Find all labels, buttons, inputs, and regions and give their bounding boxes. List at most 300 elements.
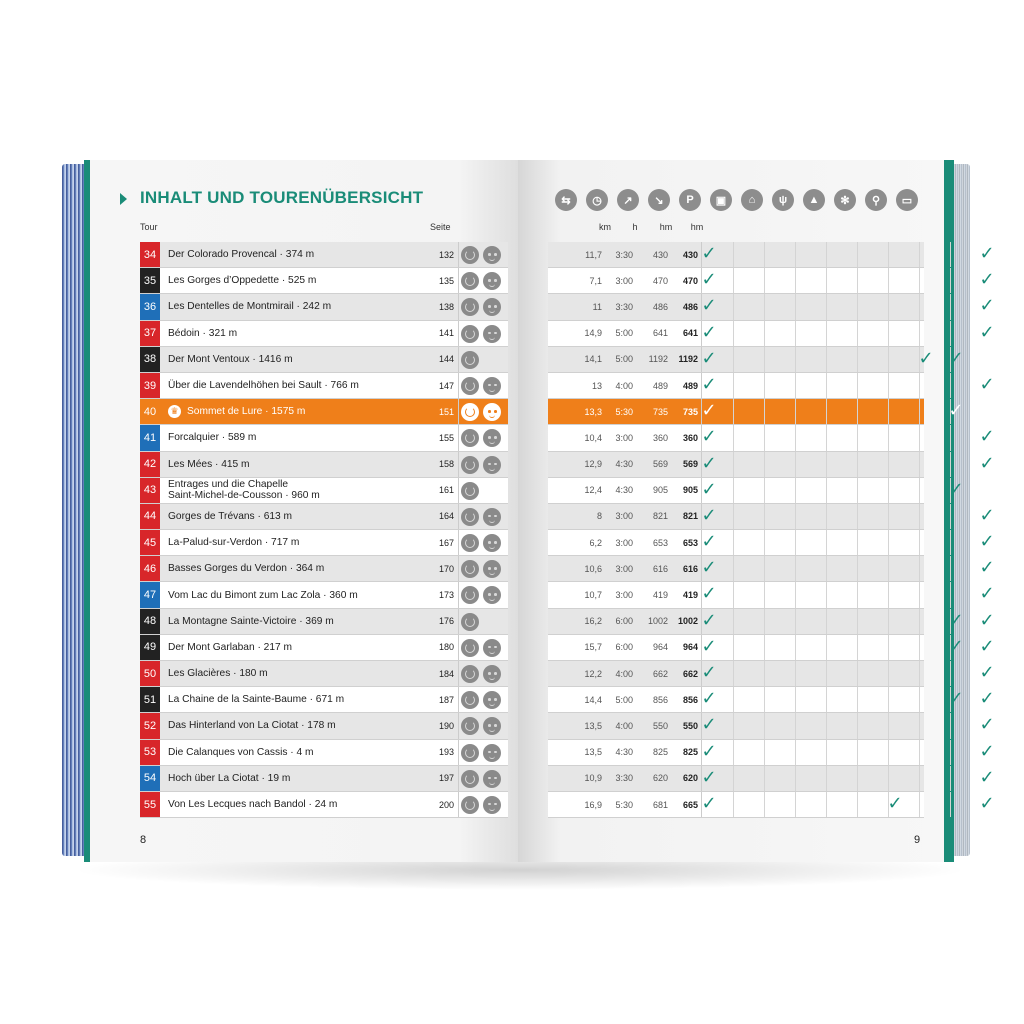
- table-row[interactable]: [548, 766, 995, 792]
- kid-friendly-icon: [483, 298, 501, 316]
- grid-divider: [950, 792, 951, 817]
- tour-page-number[interactable]: 170: [430, 556, 459, 581]
- table-row[interactable]: [548, 399, 964, 425]
- duration-hours: 5:00: [615, 354, 633, 365]
- tour-number-badge: 44: [140, 504, 160, 529]
- grid-divider: [733, 766, 734, 791]
- grid-divider: [733, 321, 734, 346]
- ascent-meters: 489: [652, 380, 668, 391]
- grid-divider: [919, 687, 920, 712]
- kid-friendly-icon: [483, 403, 501, 421]
- grid-divider: [764, 792, 765, 817]
- grid-divider: [733, 294, 734, 319]
- table-row[interactable]: [548, 740, 995, 766]
- table-row[interactable]: [548, 792, 995, 818]
- kid-friendly-icon: [483, 770, 501, 788]
- column-header-hm-up: hm: [659, 222, 673, 232]
- checkmark-icon: ✓: [918, 347, 934, 369]
- tour-page-number[interactable]: 135: [430, 268, 459, 293]
- grid-divider: [733, 713, 734, 738]
- tour-name-text: La Montagne Sainte-Victoire · 369 m: [168, 615, 334, 627]
- tour-name[interactable]: [168, 425, 430, 450]
- tour-name[interactable]: [168, 242, 430, 267]
- distance-km: 7,1: [589, 275, 602, 286]
- duration-hours: 6:00: [615, 642, 633, 653]
- grid-divider: [826, 635, 827, 660]
- table-row[interactable]: [140, 766, 508, 792]
- checkmark-icon: ✓: [701, 635, 717, 657]
- grid-divider: [919, 635, 920, 660]
- table-row[interactable]: [140, 792, 508, 818]
- tour-number-badge: 54: [140, 766, 160, 791]
- grid-divider: [826, 687, 827, 712]
- distance-km: 8: [596, 511, 602, 522]
- tour-name[interactable]: [168, 504, 430, 529]
- loop-route-icon: [461, 246, 479, 264]
- tour-name[interactable]: [168, 452, 430, 477]
- grid-divider: [764, 452, 765, 477]
- tour-name[interactable]: [168, 792, 430, 817]
- kid-friendly-icon: [483, 377, 501, 395]
- kid-friendly-icon: [483, 272, 501, 290]
- grid-divider: [733, 425, 734, 450]
- tour-page-number[interactable]: 173: [430, 582, 459, 607]
- ascent-meters: 653: [652, 537, 668, 548]
- grid-divider: [826, 294, 827, 319]
- loop-route-icon: [461, 560, 479, 578]
- table-row[interactable]: [548, 347, 964, 373]
- grid-divider: [857, 766, 858, 791]
- table-row[interactable]: [548, 635, 995, 661]
- duration-hours: 3:00: [615, 511, 633, 522]
- table-row[interactable]: [140, 399, 508, 425]
- table-row[interactable]: [140, 556, 508, 582]
- checkmark-icon: ✓: [979, 269, 995, 291]
- tour-name-text: Über die Lavendelhöhen bei Sault · 766 m: [168, 380, 359, 392]
- page-number-right: 9: [914, 834, 921, 846]
- grid-divider: [950, 582, 951, 607]
- checkmark-icon: ✓: [701, 766, 717, 788]
- loop-route-icon: [461, 377, 479, 395]
- tour-page-number[interactable]: 176: [430, 609, 459, 634]
- parking-icon: P: [679, 189, 701, 211]
- grid-divider: [826, 478, 827, 503]
- grid-divider: [888, 504, 889, 529]
- uphill-icon: ↗: [617, 189, 639, 211]
- table-row[interactable]: [140, 609, 508, 635]
- tour-number-badge: 41: [140, 425, 160, 450]
- grid-divider: [826, 504, 827, 529]
- grid-divider: [888, 373, 889, 398]
- checkmark-icon: ✓: [701, 557, 717, 579]
- grid-divider: [795, 792, 796, 817]
- tour-name[interactable]: [168, 294, 430, 319]
- table-row[interactable]: [140, 268, 508, 294]
- tour-name-text: Basses Gorges du Verdon · 364 m: [168, 563, 325, 575]
- tour-name[interactable]: [168, 399, 430, 424]
- tour-name[interactable]: [168, 766, 430, 791]
- grid-divider: [733, 609, 734, 634]
- tour-page-number[interactable]: 141: [430, 321, 459, 346]
- grid-divider: [826, 740, 827, 765]
- kid-friendly-icon: [483, 560, 501, 578]
- checkmark-icon: ✓: [948, 347, 964, 369]
- tour-name[interactable]: [168, 373, 430, 398]
- table-row[interactable]: [140, 504, 508, 530]
- tour-name-text: Forcalquier · 589 m: [168, 432, 257, 444]
- tour-name-text: Der Mont Ventoux · 1416 m: [168, 353, 293, 365]
- grid-divider: [733, 582, 734, 607]
- distance-km: 16,9: [584, 799, 602, 810]
- kid-friendly-icon: [483, 246, 501, 264]
- table-row[interactable]: [548, 661, 995, 687]
- descent-meters: 641: [671, 321, 702, 346]
- table-row[interactable]: [140, 242, 508, 268]
- tour-name[interactable]: [168, 740, 430, 765]
- duration-hours: 5:30: [615, 406, 633, 417]
- loop-route-icon: [461, 613, 479, 631]
- table-row[interactable]: [548, 530, 995, 556]
- loop-route-icon: [461, 744, 479, 762]
- tour-page-number[interactable]: 187: [430, 687, 459, 712]
- table-row[interactable]: [140, 347, 508, 373]
- grid-divider: [950, 373, 951, 398]
- descent-meters: 964: [671, 635, 702, 660]
- tour-name-text: Sommet de Lure · 1575 m: [187, 406, 306, 418]
- grid-divider: [950, 294, 951, 319]
- tour-number-badge: 40: [140, 399, 160, 424]
- descent-meters: 489: [671, 373, 702, 398]
- kid-friendly-icon: [483, 586, 501, 604]
- tour-name[interactable]: [168, 530, 430, 555]
- tour-page-number[interactable]: 184: [430, 661, 459, 686]
- ascent-meters: 360: [652, 432, 668, 443]
- grid-divider: [950, 268, 951, 293]
- table-row[interactable]: [140, 478, 508, 504]
- checkmark-icon: ✓: [948, 688, 964, 710]
- distance-km: 12,4: [584, 485, 602, 496]
- duration-hours: 3:00: [615, 563, 633, 574]
- grid-divider: [826, 582, 827, 607]
- grid-divider: [888, 294, 889, 319]
- tour-name-text: Der Mont Garlaban · 217 m: [168, 641, 293, 653]
- tour-name[interactable]: [168, 713, 430, 738]
- tour-number-badge: 43: [140, 478, 160, 503]
- descent-meters: 905: [671, 478, 702, 503]
- grid-divider: [919, 452, 920, 477]
- grid-divider: [857, 530, 858, 555]
- loop-route-icon: [461, 508, 479, 526]
- grid-divider: [950, 661, 951, 686]
- tour-name[interactable]: [168, 556, 430, 581]
- descent-meters: 430: [671, 242, 702, 267]
- grid-divider: [857, 713, 858, 738]
- checkmark-icon: ✓: [887, 792, 903, 814]
- ascent-meters: 856: [652, 694, 668, 705]
- grid-divider: [857, 425, 858, 450]
- checkmark-icon: ✓: [701, 295, 717, 317]
- tour-number-badge: 48: [140, 609, 160, 634]
- ascent-meters: 486: [652, 301, 668, 312]
- grid-divider: [795, 452, 796, 477]
- tour-table-right: [548, 242, 995, 818]
- kid-friendly-icon: [483, 639, 501, 657]
- tour-page-number[interactable]: 155: [430, 425, 459, 450]
- duration-hours: 3:00: [615, 275, 633, 286]
- distance-km: 13: [591, 380, 602, 391]
- bus-icon: ▣: [710, 189, 732, 211]
- checkmark-icon: ✓: [979, 243, 995, 264]
- checkmark-icon: ✓: [979, 635, 995, 657]
- duration-hours: 3:00: [615, 590, 633, 601]
- table-row[interactable]: [140, 635, 508, 661]
- loop-route-icon: [461, 403, 479, 421]
- grid-divider: [733, 661, 734, 686]
- column-header-km: km: [599, 222, 611, 232]
- checkmark-icon: ✓: [701, 347, 717, 369]
- tour-name[interactable]: [168, 609, 430, 634]
- ascent-meters: 662: [652, 668, 668, 679]
- kid-friendly-icon: [483, 534, 501, 552]
- grid-divider: [826, 661, 827, 686]
- tour-page-number[interactable]: 151: [430, 399, 459, 424]
- table-row[interactable]: [548, 452, 995, 478]
- kid-friendly-icon: [483, 508, 501, 526]
- tour-page-number[interactable]: 180: [430, 635, 459, 660]
- ascent-meters: 470: [652, 275, 668, 286]
- grid-divider: [764, 766, 765, 791]
- kid-friendly-icon: [483, 744, 501, 762]
- grid-divider: [795, 530, 796, 555]
- kid-friendly-icon: [483, 665, 501, 683]
- table-row[interactable]: [548, 425, 995, 451]
- grid-divider: [857, 268, 858, 293]
- loop-route-icon: [461, 691, 479, 709]
- table-row[interactable]: [140, 687, 508, 713]
- table-row[interactable]: [140, 530, 508, 556]
- distance-km: 10,7: [584, 590, 602, 601]
- grid-divider: [795, 582, 796, 607]
- grid-divider: [733, 478, 734, 503]
- tour-number-badge: 52: [140, 713, 160, 738]
- grid-divider: [857, 294, 858, 319]
- grid-divider: [764, 321, 765, 346]
- grid-divider: [919, 321, 920, 346]
- loop-route-icon: [461, 325, 479, 343]
- grid-divider: [919, 582, 920, 607]
- grid-divider: [764, 687, 765, 712]
- signpost-icon: ⇆: [555, 189, 577, 211]
- restaurant-icon: ψ: [772, 189, 794, 211]
- descent-meters: 856: [671, 687, 702, 712]
- tour-page-number[interactable]: 200: [430, 792, 459, 817]
- tour-number-badge: 51: [140, 687, 160, 712]
- checkmark-icon: ✓: [701, 688, 717, 710]
- table-row[interactable]: [548, 242, 995, 268]
- table-row[interactable]: [140, 425, 508, 451]
- table-row[interactable]: [548, 321, 995, 347]
- descent-meters: 825: [671, 740, 702, 765]
- grid-divider: [826, 242, 827, 267]
- table-row[interactable]: [140, 321, 508, 347]
- tour-name[interactable]: [168, 635, 430, 660]
- descent-meters: 653: [671, 530, 702, 555]
- descent-meters: 735: [671, 399, 702, 424]
- tour-name[interactable]: [168, 687, 430, 712]
- grid-divider: [888, 478, 889, 503]
- duration-hours: 4:30: [615, 485, 633, 496]
- grid-divider: [888, 609, 889, 634]
- tour-name[interactable]: [168, 661, 430, 686]
- checkmark-icon: ✓: [701, 583, 717, 605]
- grid-divider: [888, 635, 889, 660]
- grid-divider: [919, 530, 920, 555]
- tour-page-number[interactable]: 193: [430, 740, 459, 765]
- descent-meters: 360: [671, 425, 702, 450]
- grid-divider: [733, 556, 734, 581]
- train-icon: ▭: [896, 189, 918, 211]
- page-edges-right: [952, 164, 970, 856]
- table-row[interactable]: [548, 373, 995, 399]
- checkmark-icon: ✓: [701, 609, 717, 631]
- winter-icon: ✻: [834, 189, 856, 211]
- distance-km: 13,5: [584, 747, 602, 758]
- grid-divider: [888, 399, 889, 424]
- tour-page-number[interactable]: 197: [430, 766, 459, 791]
- kid-friendly-icon: [483, 691, 501, 709]
- open-book: [62, 160, 995, 862]
- tour-page-number[interactable]: 138: [430, 294, 459, 319]
- descent-meters: 569: [671, 452, 702, 477]
- grid-divider: [764, 425, 765, 450]
- table-row[interactable]: [140, 713, 508, 739]
- grid-divider: [888, 582, 889, 607]
- tour-name[interactable]: [168, 347, 430, 372]
- table-row[interactable]: [140, 661, 508, 687]
- checkmark-icon: ✓: [701, 740, 717, 762]
- grid-divider: [919, 478, 920, 503]
- grid-divider: [795, 242, 796, 267]
- grid-divider: [733, 792, 734, 817]
- page-number-left: 8: [140, 834, 147, 846]
- table-row[interactable]: [140, 294, 508, 320]
- tour-number-badge: 37: [140, 321, 160, 346]
- tour-page-number[interactable]: 158: [430, 452, 459, 477]
- tour-name-text: Vom Lac du Bimont zum Lac Zola · 360 m: [168, 589, 358, 601]
- duration-hours: 3:00: [615, 432, 633, 443]
- grid-divider: [950, 740, 951, 765]
- distance-km: 14,9: [584, 328, 602, 339]
- grid-divider: [733, 687, 734, 712]
- ascent-meters: 620: [652, 773, 668, 784]
- checkmark-icon: ✓: [701, 426, 717, 448]
- table-row[interactable]: [548, 268, 995, 294]
- tour-name[interactable]: [168, 321, 430, 346]
- checkmark-icon: ✓: [979, 557, 995, 579]
- duration-hours: 5:30: [615, 799, 633, 810]
- grid-divider: [888, 425, 889, 450]
- table-row[interactable]: [140, 373, 508, 399]
- grid-divider: [795, 661, 796, 686]
- table-row[interactable]: [548, 582, 995, 608]
- distance-km: 13,5: [584, 720, 602, 731]
- kid-friendly-icon: [483, 456, 501, 474]
- table-row[interactable]: [140, 452, 508, 478]
- table-row[interactable]: [548, 504, 995, 530]
- grid-divider: [919, 268, 920, 293]
- grid-divider: [826, 347, 827, 372]
- checkmark-icon: ✓: [701, 478, 717, 500]
- grid-divider: [857, 373, 858, 398]
- grid-divider: [857, 504, 858, 529]
- checkmark-icon: ✓: [979, 714, 995, 736]
- table-row[interactable]: [140, 582, 508, 608]
- checkmark-icon: ✓: [701, 792, 717, 814]
- tour-page-number[interactable]: 164: [430, 504, 459, 529]
- checkmark-icon: ✓: [701, 269, 717, 291]
- distance-km: 15,7: [584, 642, 602, 653]
- checkmark-icon: ✓: [979, 688, 995, 710]
- table-row[interactable]: [548, 294, 995, 320]
- table-row[interactable]: [140, 740, 508, 766]
- tour-page-number[interactable]: 190: [430, 713, 459, 738]
- loop-route-icon: [461, 665, 479, 683]
- grid-divider: [764, 347, 765, 372]
- grid-divider: [888, 242, 889, 267]
- tour-page-number[interactable]: 167: [430, 530, 459, 555]
- table-row[interactable]: [548, 687, 995, 713]
- right-page: [518, 160, 995, 862]
- tour-name[interactable]: [168, 478, 430, 503]
- table-row[interactable]: [548, 556, 995, 582]
- tour-page-number[interactable]: 144: [430, 347, 459, 372]
- checkmark-icon: ✓: [979, 373, 995, 395]
- duration-hours: 3:00: [615, 537, 633, 548]
- page-title: INHALT UND TOURENÜBERSICHT: [140, 188, 424, 207]
- duration-hours: 6:00: [615, 616, 633, 627]
- duration-hours: 5:00: [615, 328, 633, 339]
- checkmark-icon: ✓: [979, 740, 995, 762]
- grid-divider: [764, 373, 765, 398]
- grid-divider: [764, 478, 765, 503]
- duration-hours: 4:00: [615, 668, 633, 679]
- tour-page-number[interactable]: 132: [430, 242, 459, 267]
- grid-divider: [888, 347, 889, 372]
- table-row[interactable]: [548, 609, 995, 635]
- grid-divider: [950, 766, 951, 791]
- table-row[interactable]: [548, 478, 964, 504]
- tour-number-badge: 38: [140, 347, 160, 372]
- tour-page-number[interactable]: 147: [430, 373, 459, 398]
- column-header-seite: Seite: [430, 222, 451, 232]
- clock-icon: ◷: [586, 189, 608, 211]
- grid-divider: [950, 242, 951, 267]
- table-row[interactable]: [548, 713, 995, 739]
- tour-name[interactable]: [168, 582, 430, 607]
- grid-divider: [950, 425, 951, 450]
- grid-divider: [857, 687, 858, 712]
- kid-friendly-icon: [483, 429, 501, 447]
- descent-meters: 665: [671, 792, 702, 817]
- grid-divider: [857, 321, 858, 346]
- tour-name[interactable]: [168, 268, 430, 293]
- ascent-meters: 1002: [647, 616, 668, 627]
- tour-page-number[interactable]: 161: [430, 478, 459, 503]
- checkmark-icon: ✓: [979, 792, 995, 814]
- grid-divider: [764, 556, 765, 581]
- grid-divider: [950, 321, 951, 346]
- grid-divider: [888, 687, 889, 712]
